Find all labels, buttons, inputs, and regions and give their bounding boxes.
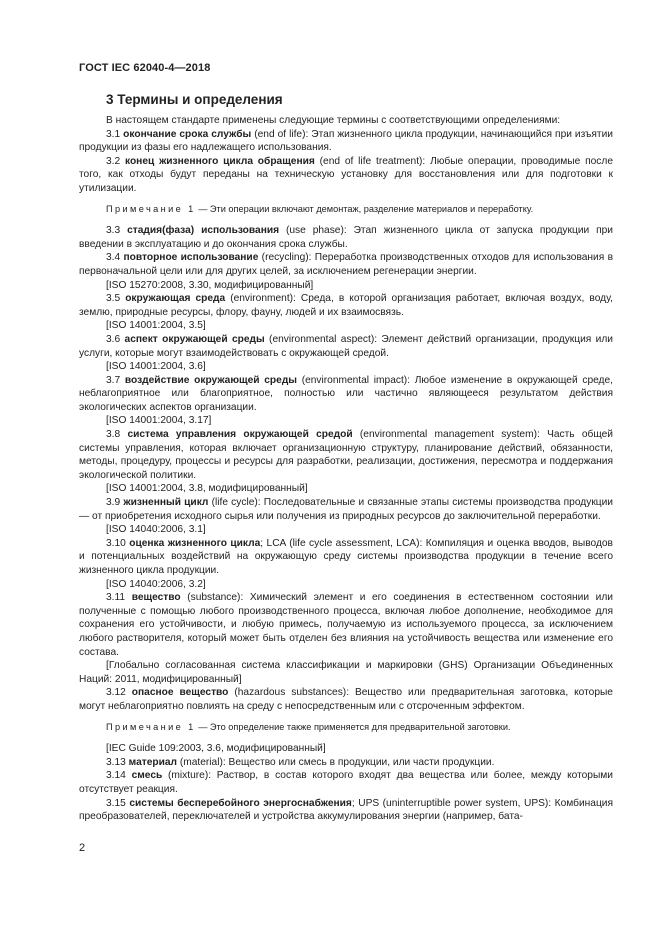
- term-name: оценка жизненного цикла: [129, 537, 261, 549]
- term-3-12: 3.12 опасное вещество (hazardous substances): Вещество или предварительная заготовка, которые могут неблагоприятно повлиять на среду с непосредственным или с отсроченным эффектом.: [79, 687, 613, 712]
- term-3-8: 3.8 система управления окружающей средой (environmental management system): Часть общей системы управления, которая включает организационную структуру, планирование действий, обязанности, методы, процедуру, процессы и ресурсы для разработки, реализации, достижения, пересмотра и поддержания экологической политики.: [79, 429, 613, 481]
- reference: [IEC Guide 109:2003, 3.6, модифицированный]: [106, 743, 326, 755]
- term-3-5: 3.5 окружающая среда (environment): Среда, в которой организация работает, включая воздух, воду, землю, природные ресурсы, флору, фауну, людей и их взаимосвязь.: [79, 293, 614, 318]
- reference: [ISO 15270:2008, 3.30, модифицированный]: [106, 279, 314, 291]
- page-number: 2: [79, 842, 86, 854]
- term-name: аспект окружающей среды: [124, 333, 265, 345]
- reference: [ISO 14040:2006, 3.2]: [106, 578, 206, 590]
- term-3-7: 3.7 воздействие окружающей среды (environmental impact): Любое изменение в окружающей среде, неблагоприятное или благоприятное, полностью или частично являющееся результатом действия экологических аспектов организации.: [79, 374, 614, 413]
- term-name: окончание срока службы: [123, 128, 252, 140]
- term-name: материал: [128, 756, 178, 768]
- term-name: воздействие окружающей среды: [124, 374, 297, 386]
- reference: [ISO 14001:2004, 3.6]: [106, 361, 206, 373]
- note-3-2: Примечание 1 — Эти операции включают демонтаж, разделение материалов и переработку.: [106, 203, 534, 214]
- reference: [ISO 14001:2004, 3.8, модифицированный]: [106, 483, 308, 495]
- term-name: системы бесперебойного энергоснабжения: [129, 797, 352, 809]
- intro-paragraph: В настоящем стандарте применены следующие термины с соответствующими определениями:: [106, 115, 561, 126]
- term-name: вещество: [131, 592, 181, 604]
- term-name: смесь: [131, 770, 163, 782]
- term-3-6: 3.6 аспект окружающей среды (environmental aspect): Элемент действий организации, продукция или услуги, которые могут взаимодействовать с окружающей средой.: [79, 333, 613, 359]
- term-3-1: 3.1 окончание срока службы (end of life): Этап жизненного цикла продукции, начинающийся при изъятии продукции из фазы его надлежащего использования.: [79, 128, 613, 154]
- term-name: система управления окружающей средой: [127, 429, 353, 441]
- reference: [ISO 14001:2004, 3.5]: [106, 320, 206, 332]
- term-3-4: 3.4 повторное использование (recycling): Переработка производственных отходов для использования в первоначальной цели или для других целей, за исключением регенерации энергии.: [79, 252, 613, 277]
- term-name: повторное использование: [123, 252, 259, 264]
- term-3-11: 3.11 вещество (substance): Химический элемент и его соединения в естественном состоянии или полученные с помощью любого производственного процесса, включая любое дополнение, необходимое для сохранения его устойчивости, и любую примесь, получаемую из используемого процесса, за исключением любого растворителя, который может быть отделен без влияния на устойчивость вещества или изменение его состава.: [79, 592, 613, 658]
- term-name: жизненный цикл: [123, 497, 209, 509]
- term-3-10: 3.10 оценка жизненного цикла; LCA (life cycle assessment, LCA): Компиляция и оценка вводов, выводов и потенциальных воздействий на окружающую среду системы производства продукции в течение всего жизненного цикла продукции.: [79, 537, 613, 576]
- term-name: опасное вещество: [131, 687, 229, 699]
- term-name: стадия(фаза) использования: [127, 225, 280, 237]
- term-3-13: 3.13 материал (material): Вещество или смесь в продукции, или части продукции.: [106, 756, 495, 768]
- reference: [Глобально согласованная система классификации и маркировки (GHS) Организации Объединенных Наций: 2011, модифицированный]: [79, 660, 613, 685]
- document-body: [79, 114, 613, 824]
- term-3-9: 3.9 жизненный цикл (life cycle): Последовательные и связанные этапы системы производства продукции — от приобретения исходного сырья или получения из природных ресурсов до заключительной переработки.: [79, 497, 613, 522]
- section-title: 3 Термины и определения: [106, 92, 283, 107]
- reference: [ISO 14040:2006, 3.1]: [106, 524, 206, 536]
- term-name: окружающая среда: [125, 293, 226, 305]
- document-header: ГОСТ IEC 62040-4—2018: [79, 62, 211, 74]
- term-3-2: 3.2 конец жизненного цикла обращения (end of life treatment): Любые операции, проводимые после того, как отходы будут переданы на техническую установку для восстановления или для подготовки к утилизации.: [79, 155, 613, 194]
- term-name: конец жизненного цикла обращения: [124, 155, 315, 167]
- note-3-12: Примечание 1 — Это определение также применяется для предварительной заготовки.: [106, 721, 511, 732]
- term-3-15: 3.15 системы бесперебойного энергоснабжения; UPS (uninterruptible power system, UPS): Комбинация преобразователей, переключателей и устройства аккумулирования энергии (например, бата-: [79, 797, 613, 823]
- term-3-3: 3.3 стадия(фаза) использования (use phase): Этап жизненного цикла от запуска продукции при введении в эксплуатацию и до окончания срока службы.: [79, 225, 613, 250]
- term-3-14: 3.14 смесь (mixture): Раствор, в состав которого входят два вещества или более, между которыми отсутствует реакция.: [79, 770, 613, 795]
- reference: [ISO 14001:2004, 3.17]: [106, 415, 212, 427]
